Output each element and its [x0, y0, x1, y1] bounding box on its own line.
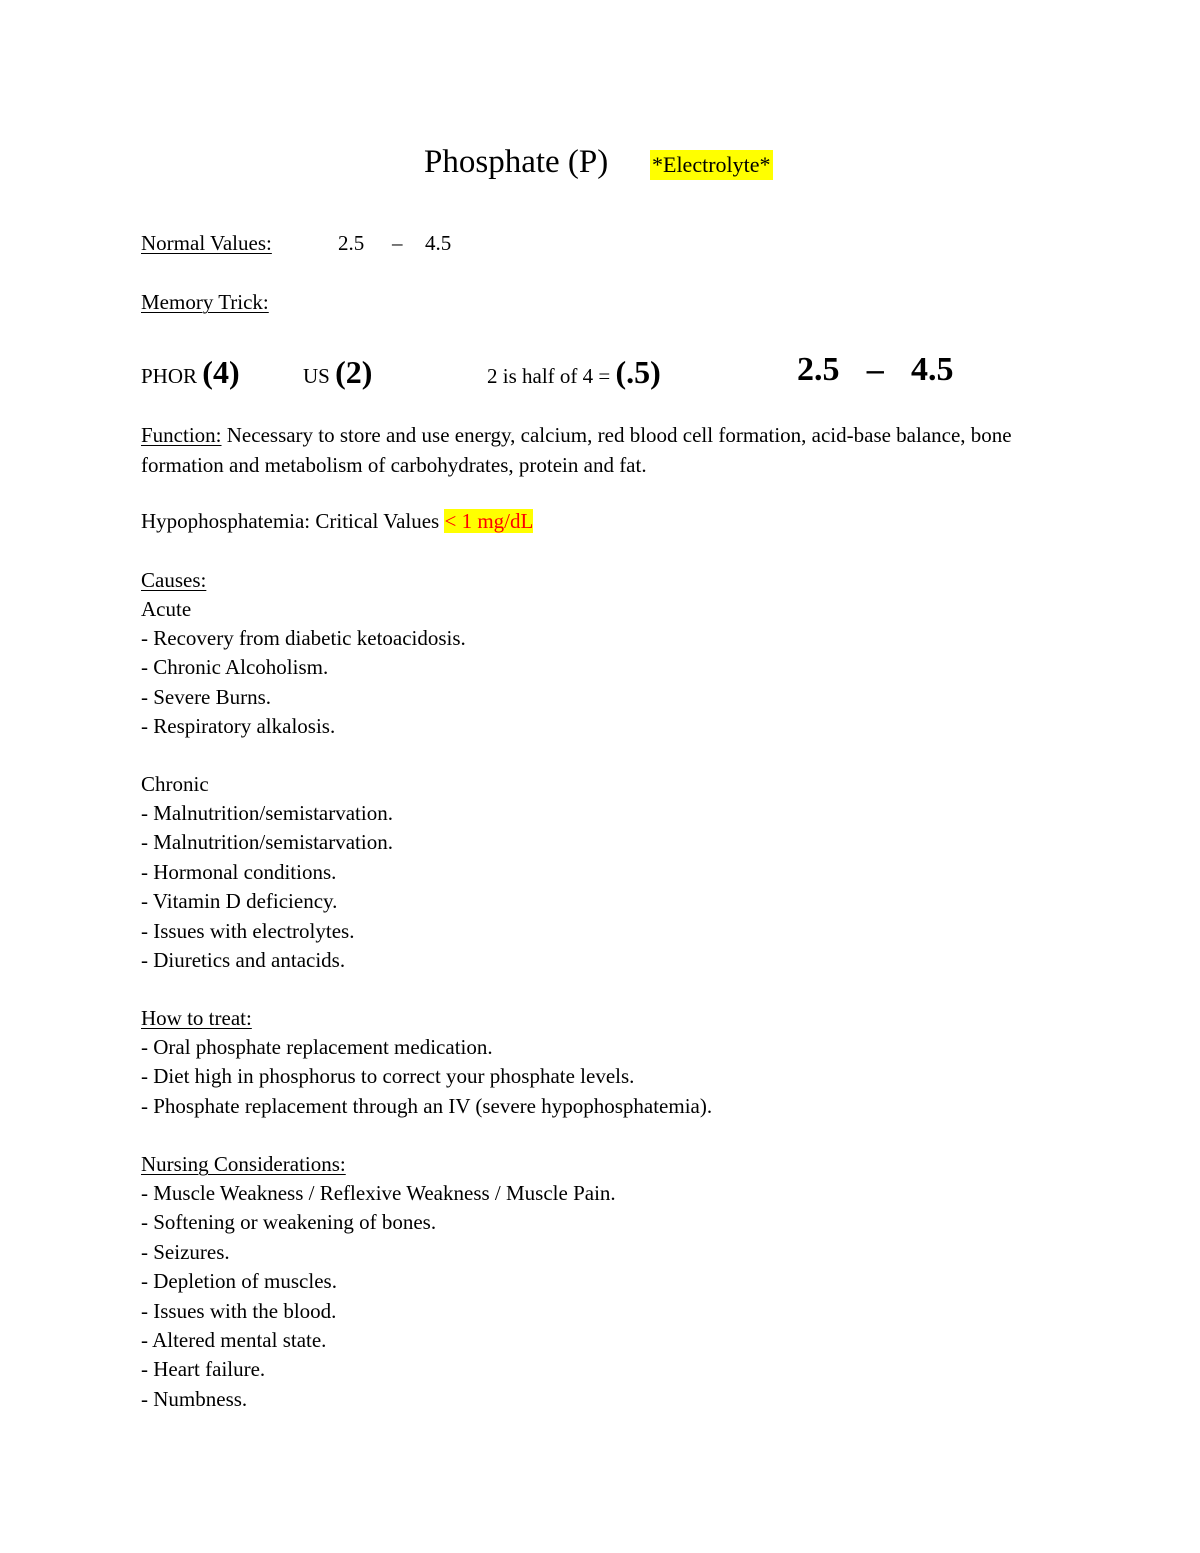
- list-item: - Altered mental state.: [141, 1328, 327, 1353]
- list-item: - Numbness.: [141, 1386, 248, 1411]
- list-item: - Heart failure.: [141, 1357, 266, 1382]
- us-num: (2): [335, 354, 373, 390]
- list-item: - Phosphate replacement through an IV (severe hypophosphatemia).: [141, 1093, 713, 1118]
- function-label: Function:: [141, 423, 222, 447]
- list-item: - Issues with the blood.: [141, 1298, 337, 1323]
- nursing-label: Nursing Considerations:: [141, 1152, 346, 1176]
- list-item: - Depletion of muscles.: [141, 1269, 337, 1294]
- list-item: - Diet high in phosphorus to correct your phosphate levels.: [141, 1064, 635, 1089]
- chronic-list: [141, 799, 393, 975]
- critical-value-badge: < 1 mg/dL: [444, 509, 534, 533]
- electrolyte-tag: *Electrolyte*: [650, 150, 773, 180]
- phor-num: (4): [202, 354, 240, 390]
- us-text: US: [303, 364, 330, 388]
- list-item: - Chronic Alcoholism.: [141, 655, 329, 680]
- hypophosphatemia-text: Hypophosphatemia: Critical Values: [141, 509, 445, 533]
- half-num: (.5): [615, 354, 661, 390]
- treat-label: How to treat:: [141, 1006, 252, 1030]
- list-item: - Issues with electrolytes.: [141, 918, 355, 943]
- memory-range: [797, 350, 954, 393]
- list-item: - Respiratory alkalosis.: [141, 714, 336, 739]
- chronic-label: Chronic: [141, 772, 209, 796]
- list-item: - Oral phosphate replacement medication.: [141, 1035, 493, 1059]
- list-item: - Diuretics and antacids.: [141, 948, 346, 973]
- memory-phor: [141, 352, 240, 396]
- function-paragraph: [141, 420, 1041, 480]
- list-item: - Recovery from diabetic ketoacidosis.: [141, 626, 466, 650]
- range-low: 2.5: [797, 351, 840, 388]
- normal-high: 4.5: [425, 231, 452, 255]
- list-item: - Muscle Weakness / Reflexive Weakness / Muscle Pain.: [141, 1181, 616, 1205]
- list-item: - Malnutrition/semistarvation.: [141, 801, 393, 825]
- list-item: - Malnutrition/semistarvation.: [141, 830, 393, 855]
- treat-list: [141, 1033, 712, 1121]
- list-item: - Softening or weakening of bones.: [141, 1210, 437, 1235]
- memory-trick-label: Memory Trick:: [141, 290, 269, 314]
- nursing-list: [141, 1179, 616, 1414]
- phor-text: PHOR: [141, 364, 198, 388]
- normal-dash: –: [392, 231, 403, 255]
- memory-us: [303, 352, 372, 396]
- normal-low: 2.5: [338, 231, 365, 255]
- acute-label: Acute: [141, 597, 192, 621]
- normal-values-label: Normal Values:: [141, 231, 272, 255]
- range-high: 4.5: [911, 351, 954, 388]
- memory-half: [487, 352, 661, 396]
- function-text: Necessary to store and use energy, calcium, red blood cell formation, acid-base balance, bone formation and metabolism of carbohydrates, protein and fat.: [141, 423, 1012, 477]
- list-item: - Vitamin D deficiency.: [141, 889, 338, 914]
- list-item: - Severe Burns.: [141, 684, 272, 709]
- half-text: 2 is half of 4 =: [487, 364, 611, 388]
- list-item: - Hormonal conditions.: [141, 859, 337, 884]
- list-item: - Seizures.: [141, 1239, 230, 1264]
- range-dash: –: [866, 351, 884, 388]
- acute-list: [141, 624, 466, 742]
- causes-label: Causes:: [141, 568, 207, 592]
- page-title: Phosphate (P): [424, 144, 609, 180]
- hypophosphatemia-line: [141, 507, 533, 536]
